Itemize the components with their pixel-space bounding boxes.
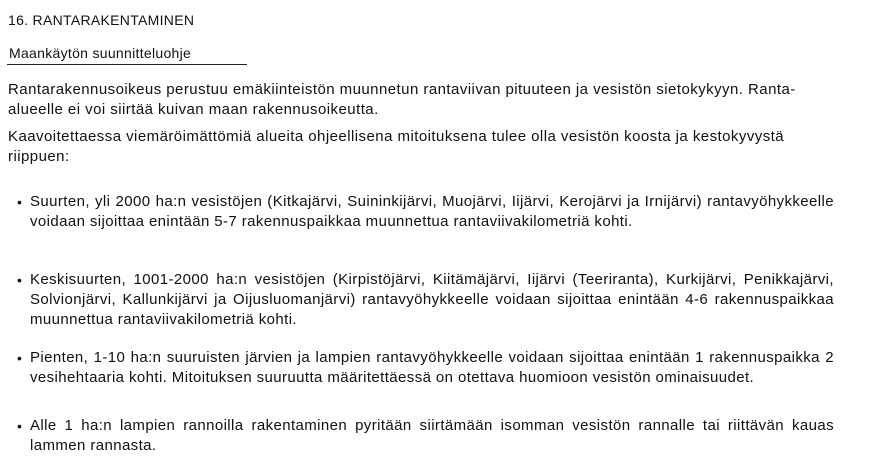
section-heading: 16. RANTARAKENTAMINEN: [8, 12, 195, 28]
bullet-icon: •: [17, 194, 23, 210]
list-item-text: Pienten, 1-10 ha:n suuruisten järvien ja lampien rantavyöhykkeelle voidaan sijoittaa enintään 1 rakennuspaikka 2 vesihehtaaria kohti. Mitoituksen suuruutta määritettäessä on otettava huomioon vesistön ominaisuudet.: [30, 349, 834, 386]
bullet-icon: •: [17, 350, 23, 366]
section-subheading: Maankäytön suunnitteluohje: [7, 44, 247, 65]
bullet-icon: •: [17, 418, 23, 434]
paragraph-shoreline-rights: Rantarakennusoikeus perustuu emäkiinteistön muunnetun rantaviivan pituuteen ja vesistön sietokykyyn. Ranta-alueelle ei voi siirtää kuivan maan rakennusoikeutta.: [8, 81, 796, 118]
list-item: [17, 348, 834, 388]
list-item-text: Suurten, yli 2000 ha:n vesistöjen (Kitkajärvi, Suininkijärvi, Muojärvi, Iijärvi, Kerojärvi ja Irnijärvi) rantavyöhykkeelle voidaan sijoittaa enintään 5-7 rakennuspaikkaa muunnettua rantaviivakilometriä kohti.: [30, 193, 834, 230]
list-item: [17, 416, 834, 456]
list-item-text: Alle 1 ha:n lampien rannoilla rakentaminen pyritään siirtämään isomman vesistön rannalle tai riittävän kauas lammen rannasta.: [30, 417, 834, 454]
list-item: [17, 270, 834, 330]
list-item: [17, 192, 834, 232]
list-item-text: Keskisuurten, 1001-2000 ha:n vesistöjen (Kirpistöjärvi, Kiitämäjärvi, Iijärvi (Teeriranta), Kurkijärvi, Penikkajärvi, Solvionjärvi, Kallunkijärvi ja Oijusluomanjärvi) rantavyöhykkeelle voidaan sijoittaa enintään 4-6 rakennuspaikkaa muunnettua rantaviivakilometriä kohti.: [30, 271, 834, 328]
bullet-icon: •: [17, 272, 23, 288]
paragraph-zoning-dimensioning: Kaavoitettaessa viemäröimättömiä alueita ohjeellisena mitoituksena tulee olla vesistön koosta ja kestokyvystä riippuen:: [8, 128, 785, 165]
